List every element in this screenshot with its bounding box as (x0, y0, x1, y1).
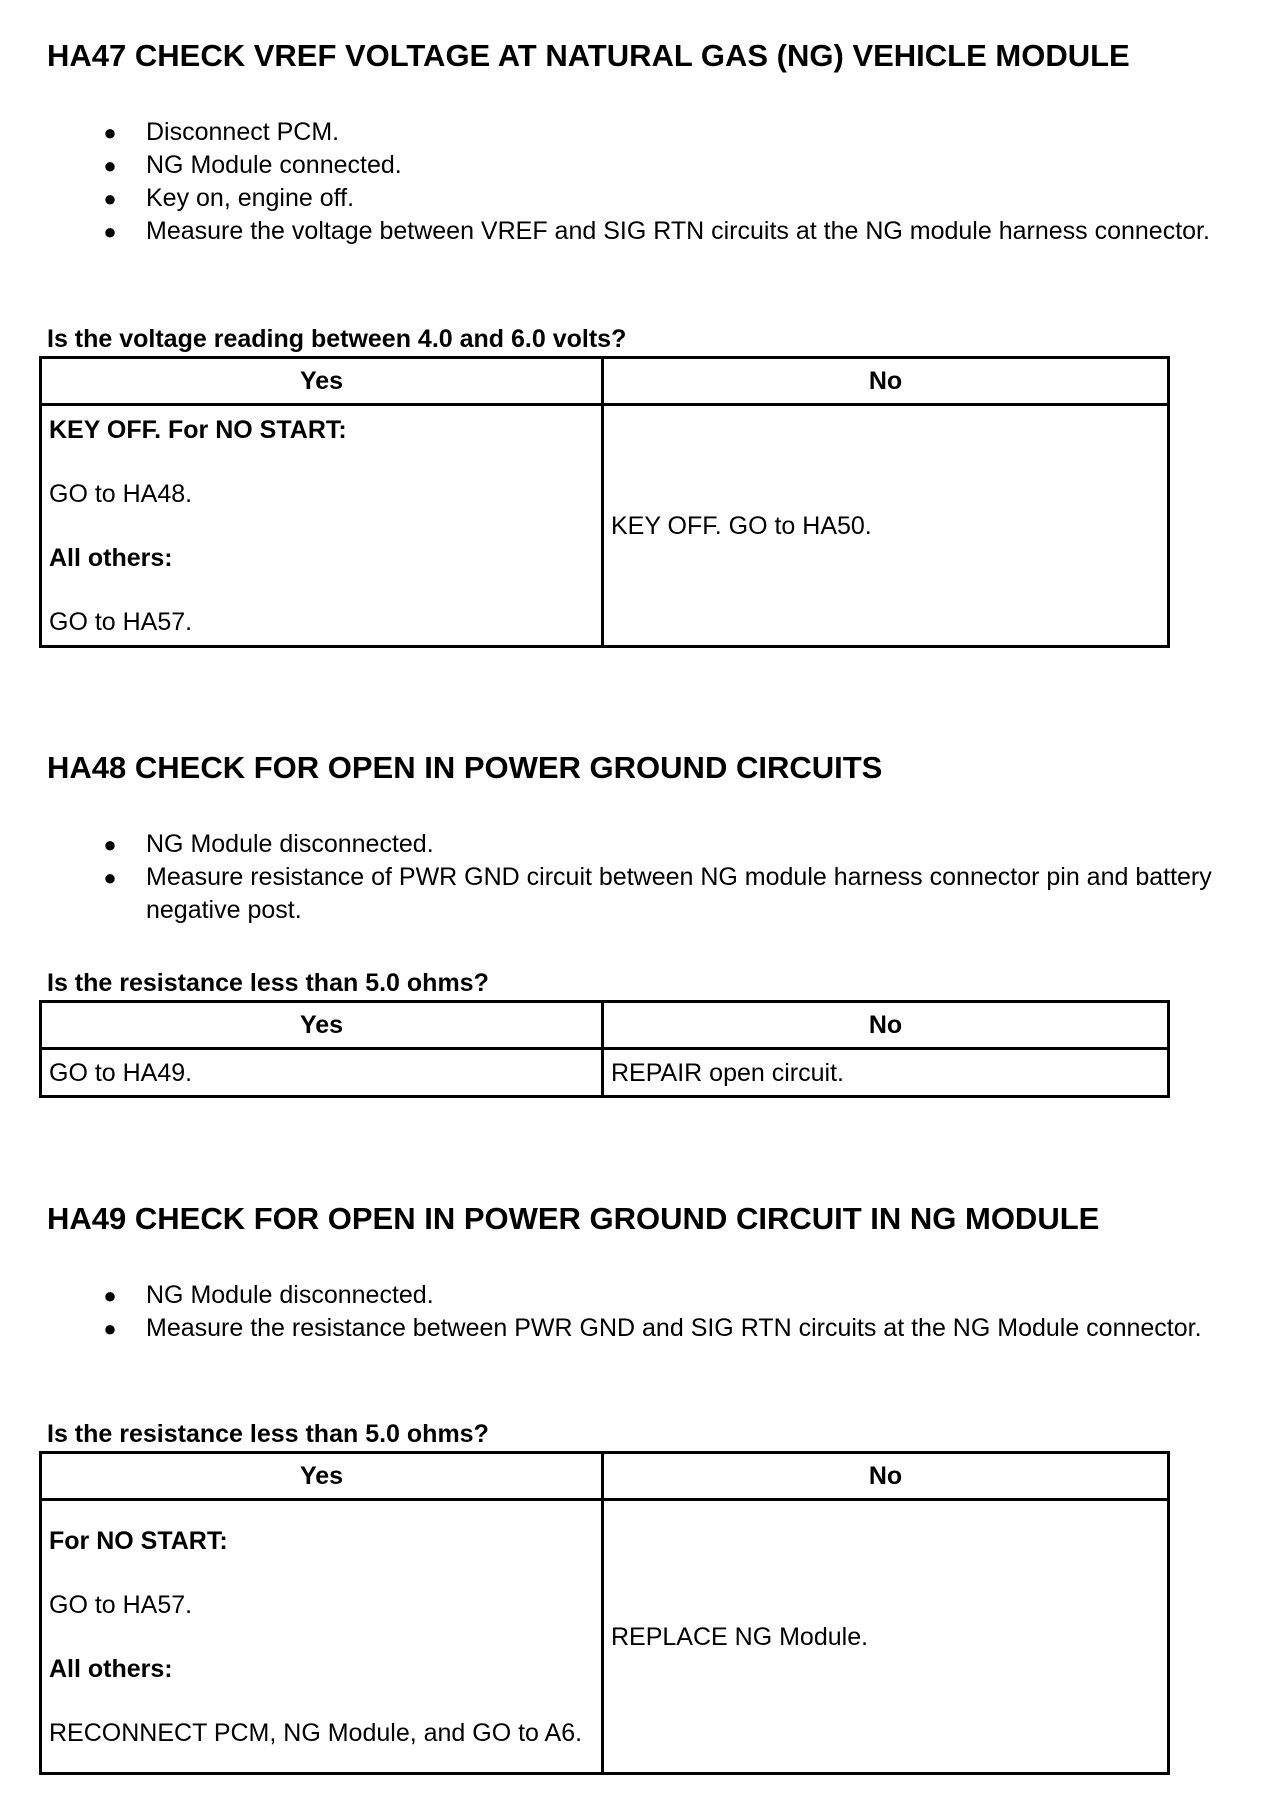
bullet-icon: ● (103, 832, 117, 857)
step-item: ● Disconnect PCM. (146, 116, 1256, 149)
decision-table-ha49 (39, 1451, 1170, 1775)
no-cell: REPAIR open circuit. (603, 1049, 1169, 1097)
yes-header: Yes (41, 1453, 603, 1500)
no-header: No (603, 358, 1169, 405)
yes-line: All others: (49, 1654, 173, 1683)
yes-cell (41, 405, 603, 647)
decision-table-ha48 (39, 1000, 1170, 1098)
step-item: ● NG Module disconnected. (146, 828, 1256, 861)
step-item: ● Measure the voltage between VREF and SIG RTN circuits at the NG module harness connector. (146, 215, 1256, 248)
section-heading-ha47: HA47 CHECK VREF VOLTAGE AT NATURAL GAS (NG) VEHICLE MODULE (47, 38, 1130, 73)
steps-list-ha47 (103, 116, 1256, 248)
step-item: ● NG Module connected. (146, 149, 1256, 182)
question-ha48: Is the resistance less than 5.0 ohms? (47, 969, 489, 997)
yes-header: Yes (41, 358, 603, 405)
question-ha49: Is the resistance less than 5.0 ohms? (47, 1420, 489, 1448)
decision-table-ha47 (39, 356, 1170, 648)
bullet-icon: ● (103, 1283, 117, 1308)
bullet-icon: ● (103, 120, 117, 145)
steps-list-ha48 (103, 828, 1256, 927)
yes-line: For NO START: (49, 1526, 228, 1555)
yes-line: RECONNECT PCM, NG Module, and GO to A6. (49, 1718, 583, 1747)
yes-header: Yes (41, 1002, 603, 1049)
bullet-icon: ● (103, 1316, 117, 1341)
yes-line: GO to HA48. (49, 479, 193, 508)
no-header: No (603, 1453, 1169, 1500)
yes-line: GO to HA57. (49, 607, 193, 636)
yes-cell: GO to HA49. (41, 1049, 603, 1097)
bullet-icon: ● (103, 219, 117, 244)
section-heading-ha49: HA49 CHECK FOR OPEN IN POWER GROUND CIRCUIT IN NG MODULE (47, 1201, 1100, 1236)
section-heading-ha48: HA48 CHECK FOR OPEN IN POWER GROUND CIRCUITS (47, 750, 883, 785)
bullet-icon: ● (103, 186, 117, 211)
bullet-icon: ● (103, 865, 117, 890)
yes-line: GO to HA57. (49, 1590, 193, 1619)
no-cell: KEY OFF. GO to HA50. (603, 405, 1169, 647)
step-item: ● Key on, engine off. (146, 182, 1256, 215)
bullet-icon: ● (103, 153, 117, 178)
step-item: ● Measure the resistance between PWR GND and SIG RTN circuits at the NG Module connector. (146, 1312, 1256, 1345)
no-cell: REPLACE NG Module. (603, 1500, 1169, 1774)
steps-list-ha49 (103, 1279, 1256, 1345)
yes-cell (41, 1500, 603, 1774)
question-ha47: Is the voltage reading between 4.0 and 6.0 volts? (47, 325, 627, 353)
no-header: No (603, 1002, 1169, 1049)
step-item: ● Measure resistance of PWR GND circuit between NG module harness connector pin and battery negative post. (146, 861, 1256, 927)
yes-line: KEY OFF. For NO START: (49, 415, 347, 444)
step-item: ● NG Module disconnected. (146, 1279, 1256, 1312)
yes-line: All others: (49, 543, 173, 572)
